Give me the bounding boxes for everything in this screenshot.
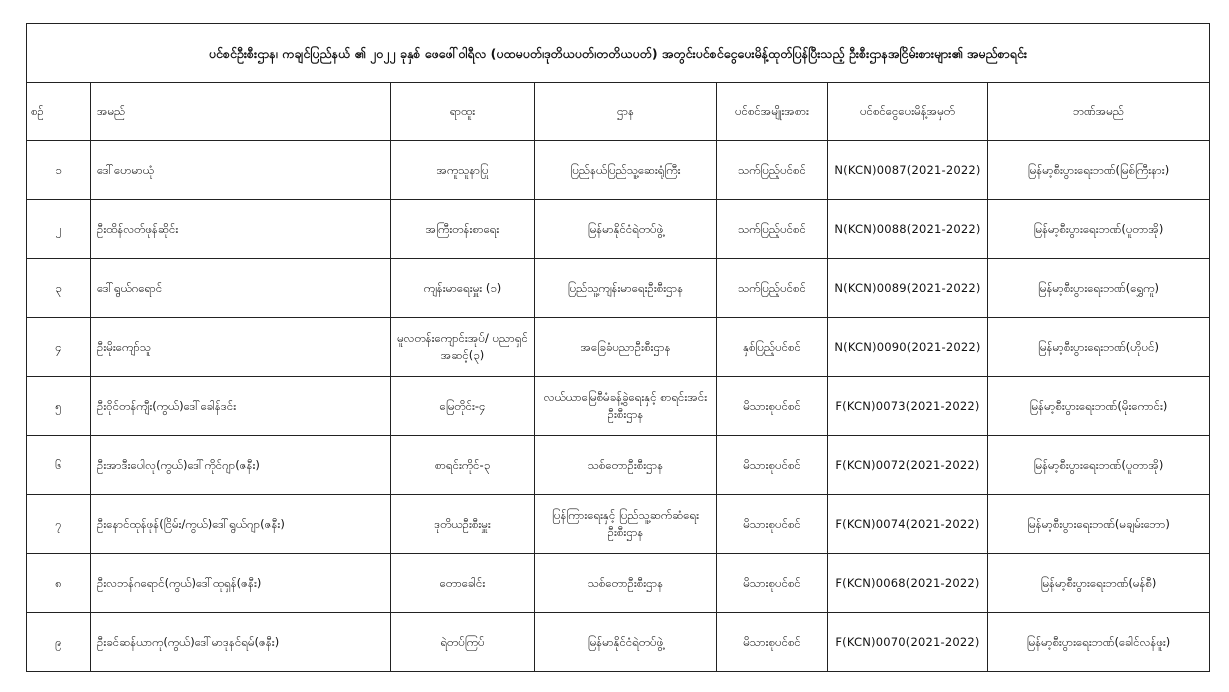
table-row [27,554,1210,613]
cell-order-no: N(KCN)0090(2021-2022) [828,318,988,377]
cell-rank: မြေတိုင်း-၄ [391,377,535,436]
cell-order-no: N(KCN)0088(2021-2022) [828,200,988,259]
cell-bank: မြန်မာ့စီးပွားရေးဘဏ်(မိုးကောင်း) [988,377,1210,436]
cell-bank: မြန်မာ့စီးပွားရေးဘဏ်(မန်စီ) [988,554,1210,613]
cell-order-no: N(KCN)0089(2021-2022) [828,259,988,318]
cell-rank: မူလတန်းကျောင်းအုပ်/ ပညာရှင်အဆင့်(၃) [391,318,535,377]
cell-no: ၂ [27,200,91,259]
cell-department: လယ်ယာမြေစီမံခန့်ခွဲရေးနှင့် စာရင်းအင်းဦးစီးဌာန [535,377,717,436]
cell-no: ၈ [27,554,91,613]
pension-list-table [26,23,1210,672]
cell-department: မြန်မာနိုင်ငံရဲတပ်ဖွဲ့ [535,200,717,259]
cell-name: ဦးမိုးကျော်သူ [91,318,391,377]
cell-department: သစ်တောဦးစီးဌာန [535,436,717,495]
header-department: ဌာန [535,83,717,141]
cell-order-no: F(KCN)0073(2021-2022) [828,377,988,436]
cell-pension-type: သက်ပြည့်ပင်စင် [717,200,828,259]
cell-bank: မြန်မာ့စီးပွားရေးဘဏ်(ရွှေကူ) [988,259,1210,318]
cell-pension-type: မိသားစုပင်စင် [717,436,828,495]
cell-department: အခြေခံပညာဦးစီးဌာန [535,318,717,377]
cell-name: ဦးခင်ဆန်ယာကု(ကွယ်)ဒေါ်မာဒုနင်ရမ်(ဇနီး) [91,613,391,672]
cell-no: ၆ [27,436,91,495]
cell-pension-type: သက်ပြည့်ပင်စင် [717,259,828,318]
cell-order-no: F(KCN)0070(2021-2022) [828,613,988,672]
header-bank: ဘဏ်အမည် [988,83,1210,141]
header-order-no: ပင်စင်ငွေပေးမိန့်အမှတ် [828,83,988,141]
cell-pension-type: မိသားစုပင်စင် [717,613,828,672]
cell-pension-type: နှစ်ပြည့်ပင်စင် [717,318,828,377]
cell-department: မြန်မာနိုင်ငံရဲတပ်ဖွဲ့ [535,613,717,672]
cell-department: ပြန်ကြားရေးနှင့် ပြည်သူ့ဆက်ဆံရေးဦးစီးဌာန [535,495,717,554]
cell-order-no: F(KCN)0068(2021-2022) [828,554,988,613]
cell-pension-type: သက်ပြည့်ပင်စင် [717,141,828,200]
cell-department: ပြည်နယ်ပြည်သူ့ဆေးရုံကြီး [535,141,717,200]
cell-name: ဦးနောင်ထုန်ဖုန်(ငြိမ်း/ကွယ်)ဒေါ်ရွယ်ဂျာ(ဇနီး) [91,495,391,554]
cell-rank: ကျန်းမာရေးမှူး (၁) [391,259,535,318]
cell-name: ဒေါ်ရွယ်ဂရောင် [91,259,391,318]
cell-order-no: F(KCN)0074(2021-2022) [828,495,988,554]
cell-rank: အကြီးတန်းစာရေး [391,200,535,259]
header-no: စဉ် [27,83,91,141]
cell-pension-type: မိသားစုပင်စင် [717,495,828,554]
table-row [27,318,1210,377]
cell-rank: ဒုတိယဦးစီးမှူး [391,495,535,554]
cell-name: ဦးထိန်လတ်ဖုန်ဆိုင်း [91,200,391,259]
table-row [27,436,1210,495]
cell-name: ဦးလဘန်ဂရောင်(ကွယ်)ဒေါ်ထုရှန်(ဇနီး) [91,554,391,613]
cell-bank: မြန်မာ့စီးပွားရေးဘဏ်(ပူတာအို) [988,200,1210,259]
cell-no: ၃ [27,259,91,318]
cell-rank: အကူသူနာပြု [391,141,535,200]
cell-no: ၁ [27,141,91,200]
table-row [27,377,1210,436]
cell-no: ၄ [27,318,91,377]
cell-department: ပြည်သူ့ကျန်းမာရေးဦးစီးဌာန [535,259,717,318]
cell-no: ၅ [27,377,91,436]
cell-rank: တောခေါင်း [391,554,535,613]
cell-department: သစ်တောဦးစီးဌာန [535,554,717,613]
cell-bank: မြန်မာ့စီးပွားရေးဘဏ်(ခေါင်လန်ဖူး) [988,613,1210,672]
header-name: အမည် [91,83,391,141]
cell-order-no: N(KCN)0087(2021-2022) [828,141,988,200]
table-row [27,200,1210,259]
cell-no: ၇ [27,495,91,554]
cell-rank: စာရင်းကိုင်-၃ [391,436,535,495]
table-title: ပင်စင်ဦးစီးဌာန၊ ကချင်ပြည်နယ် ၏ ၂၀၂၂ ခုနှစ် ဖေဖေါ်ဝါရီလ (ပထမပတ်၊ဒုတိယပတ်၊တတိယပတ်) အတွင်းပင်စင်ငွေပေးမိန့်ထုတ်ပြန်ပြီးသည့် ဦးစီးဌာနအငြိမ်းစားများ၏ အမည်စာရင်း [27,24,1210,83]
table-row [27,259,1210,318]
cell-bank: မြန်မာ့စီးပွားရေးဘဏ်(ပူတာအို) [988,436,1210,495]
cell-no: ၉ [27,613,91,672]
table-row [27,141,1210,200]
cell-order-no: F(KCN)0072(2021-2022) [828,436,988,495]
cell-name: ဦးအာဒီးပေါလု(ကွယ်)ဒေါ်ကိုင်ဂျာ(ဇနီး) [91,436,391,495]
cell-pension-type: မိသားစုပင်စင် [717,377,828,436]
header-rank: ရာထူး [391,83,535,141]
cell-rank: ရဲတပ်ကြပ် [391,613,535,672]
cell-bank: မြန်မာ့စီးပွားရေးဘဏ်(ဟိုပင်) [988,318,1210,377]
cell-name: ဦးဝိုင်တန်ကျီး(ကွယ်)ဒေါ်ခေါန်ဒင်း [91,377,391,436]
cell-bank: မြန်မာ့စီးပွားရေးဘဏ်(မချမ်းဘော) [988,495,1210,554]
table-body [27,141,1210,672]
header-pension-type: ပင်စင်အမျိုးအစား [717,83,828,141]
cell-bank: မြန်မာ့စီးပွားရေးဘဏ်(မြစ်ကြီးနား) [988,141,1210,200]
header-row [27,83,1210,141]
cell-pension-type: မိသားစုပင်စင် [717,554,828,613]
cell-name: ဒေါ်ဟေမာယုံ [91,141,391,200]
table-row [27,613,1210,672]
table-row [27,495,1210,554]
